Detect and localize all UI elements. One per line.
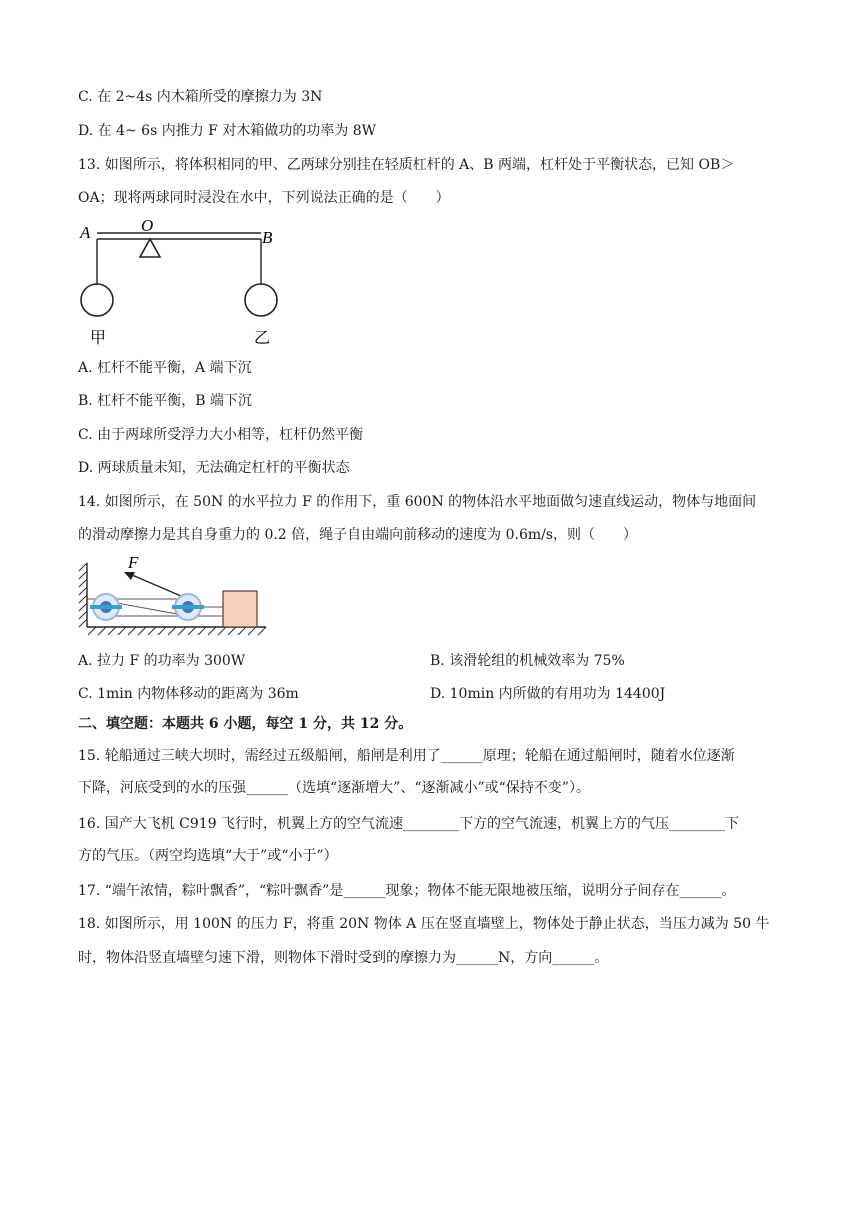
label-a: A [80, 223, 91, 242]
force-label: F [128, 553, 139, 572]
ground-hatching [88, 627, 266, 635]
section-heading-fill-in: 二、填空题：本题共 6 小题，每空 1 分，共 12 分。 [78, 716, 413, 732]
q14-stem-line1: 14. 如图所示，在 50N 的水平拉力 F 的作用下，重 600N 的物体沿水平地面做匀速直线运动，物体与地面间 [78, 494, 757, 510]
object-block [223, 591, 257, 627]
q14-option-c: C. 1min 内物体移动的距离为 36m [78, 686, 299, 702]
q13-stem-line2: OA；现将两球同时浸没在水中，下列说法正确的是（ ） [78, 190, 450, 206]
q17-line1: 17. “端午浓情，粽叶飘香”，“粽叶飘香”是______现象；物体不能无限地被压缩，说明分子间存在______。 [78, 883, 736, 899]
ball-jia [81, 284, 113, 316]
q12-option-c: C. 在 2~4s 内木箱所受的摩擦力为 3N [78, 89, 323, 105]
q15-line2: 下降，河底受到的水的压强______（选填“逐渐增大”、“逐渐减小”或“保持不变”）。 [78, 780, 590, 796]
q13-option-c: C. 由于两球所受浮力大小相等，杠杆仍然平衡 [78, 427, 364, 443]
label-yi: 乙 [254, 328, 271, 347]
q14-option-a: A. 拉力 F 的功率为 300W [78, 653, 246, 669]
q13-option-b: B. 杠杆不能平衡，B 端下沉 [78, 393, 252, 409]
label-o: O [141, 216, 154, 235]
q13-stem-line1: 13. 如图所示，将体积相同的甲、乙两球分别挂在轻质杠杆的 A、B 两端，杠杆处于平衡状态，已知 OB＞ [78, 157, 735, 173]
q13-option-d: D. 两球质量未知，无法确定杠杆的平衡状态 [78, 460, 350, 476]
q18-line1: 18. 如图所示，用 100N 的压力 F，将重 20N 物体 A 压在竖直墙壁上，物体处于静止状态，当压力减为 50 牛 [78, 916, 770, 932]
fulcrum [140, 239, 160, 257]
fixed-pulley-axle [90, 605, 122, 609]
q14-stem-line2: 的滑动摩擦力是其自身重力的 0.2 倍，绳子自由端向前移动的速度为 0.6m/s，则（ ） [78, 527, 638, 543]
label-b: B [262, 228, 273, 247]
q16-line1: 16. 国产大飞机 C919 飞行时，机翼上方的空气流速________下方的空气流速，机翼上方的气压________下 [78, 816, 740, 832]
ball-yi [245, 284, 277, 316]
q15-line1: 15. 轮船通过三峡大坝时，需经过五级船闸，船闸是利用了______原理；轮船在通过船闸时，随着水位逐渐 [78, 748, 735, 764]
wall-hatching [79, 563, 87, 627]
q12-option-d: D. 在 4~ 6s 内推力 F 对木箱做功的功率为 8W [78, 123, 377, 139]
label-jia: 甲 [90, 328, 107, 347]
rope-free-end [132, 575, 188, 599]
pulley-figure [78, 555, 273, 640]
q13-option-a: A. 杠杆不能平衡，A 端下沉 [78, 360, 252, 376]
q18-line2: 时，物体沿竖直墙壁匀速下滑，则物体下滑时受到的摩擦力为______N，方向______。 [78, 950, 609, 966]
movable-pulley-axle [172, 605, 204, 609]
q16-line2: 方的气压。（两空均选填“大于”或“小于”） [78, 848, 338, 864]
q14-option-b: B. 该滑轮组的机械效率为 75% [430, 653, 625, 669]
lever-figure [78, 215, 288, 350]
q14-option-d: D. 10min 内所做的有用功为 14400J [430, 686, 666, 702]
